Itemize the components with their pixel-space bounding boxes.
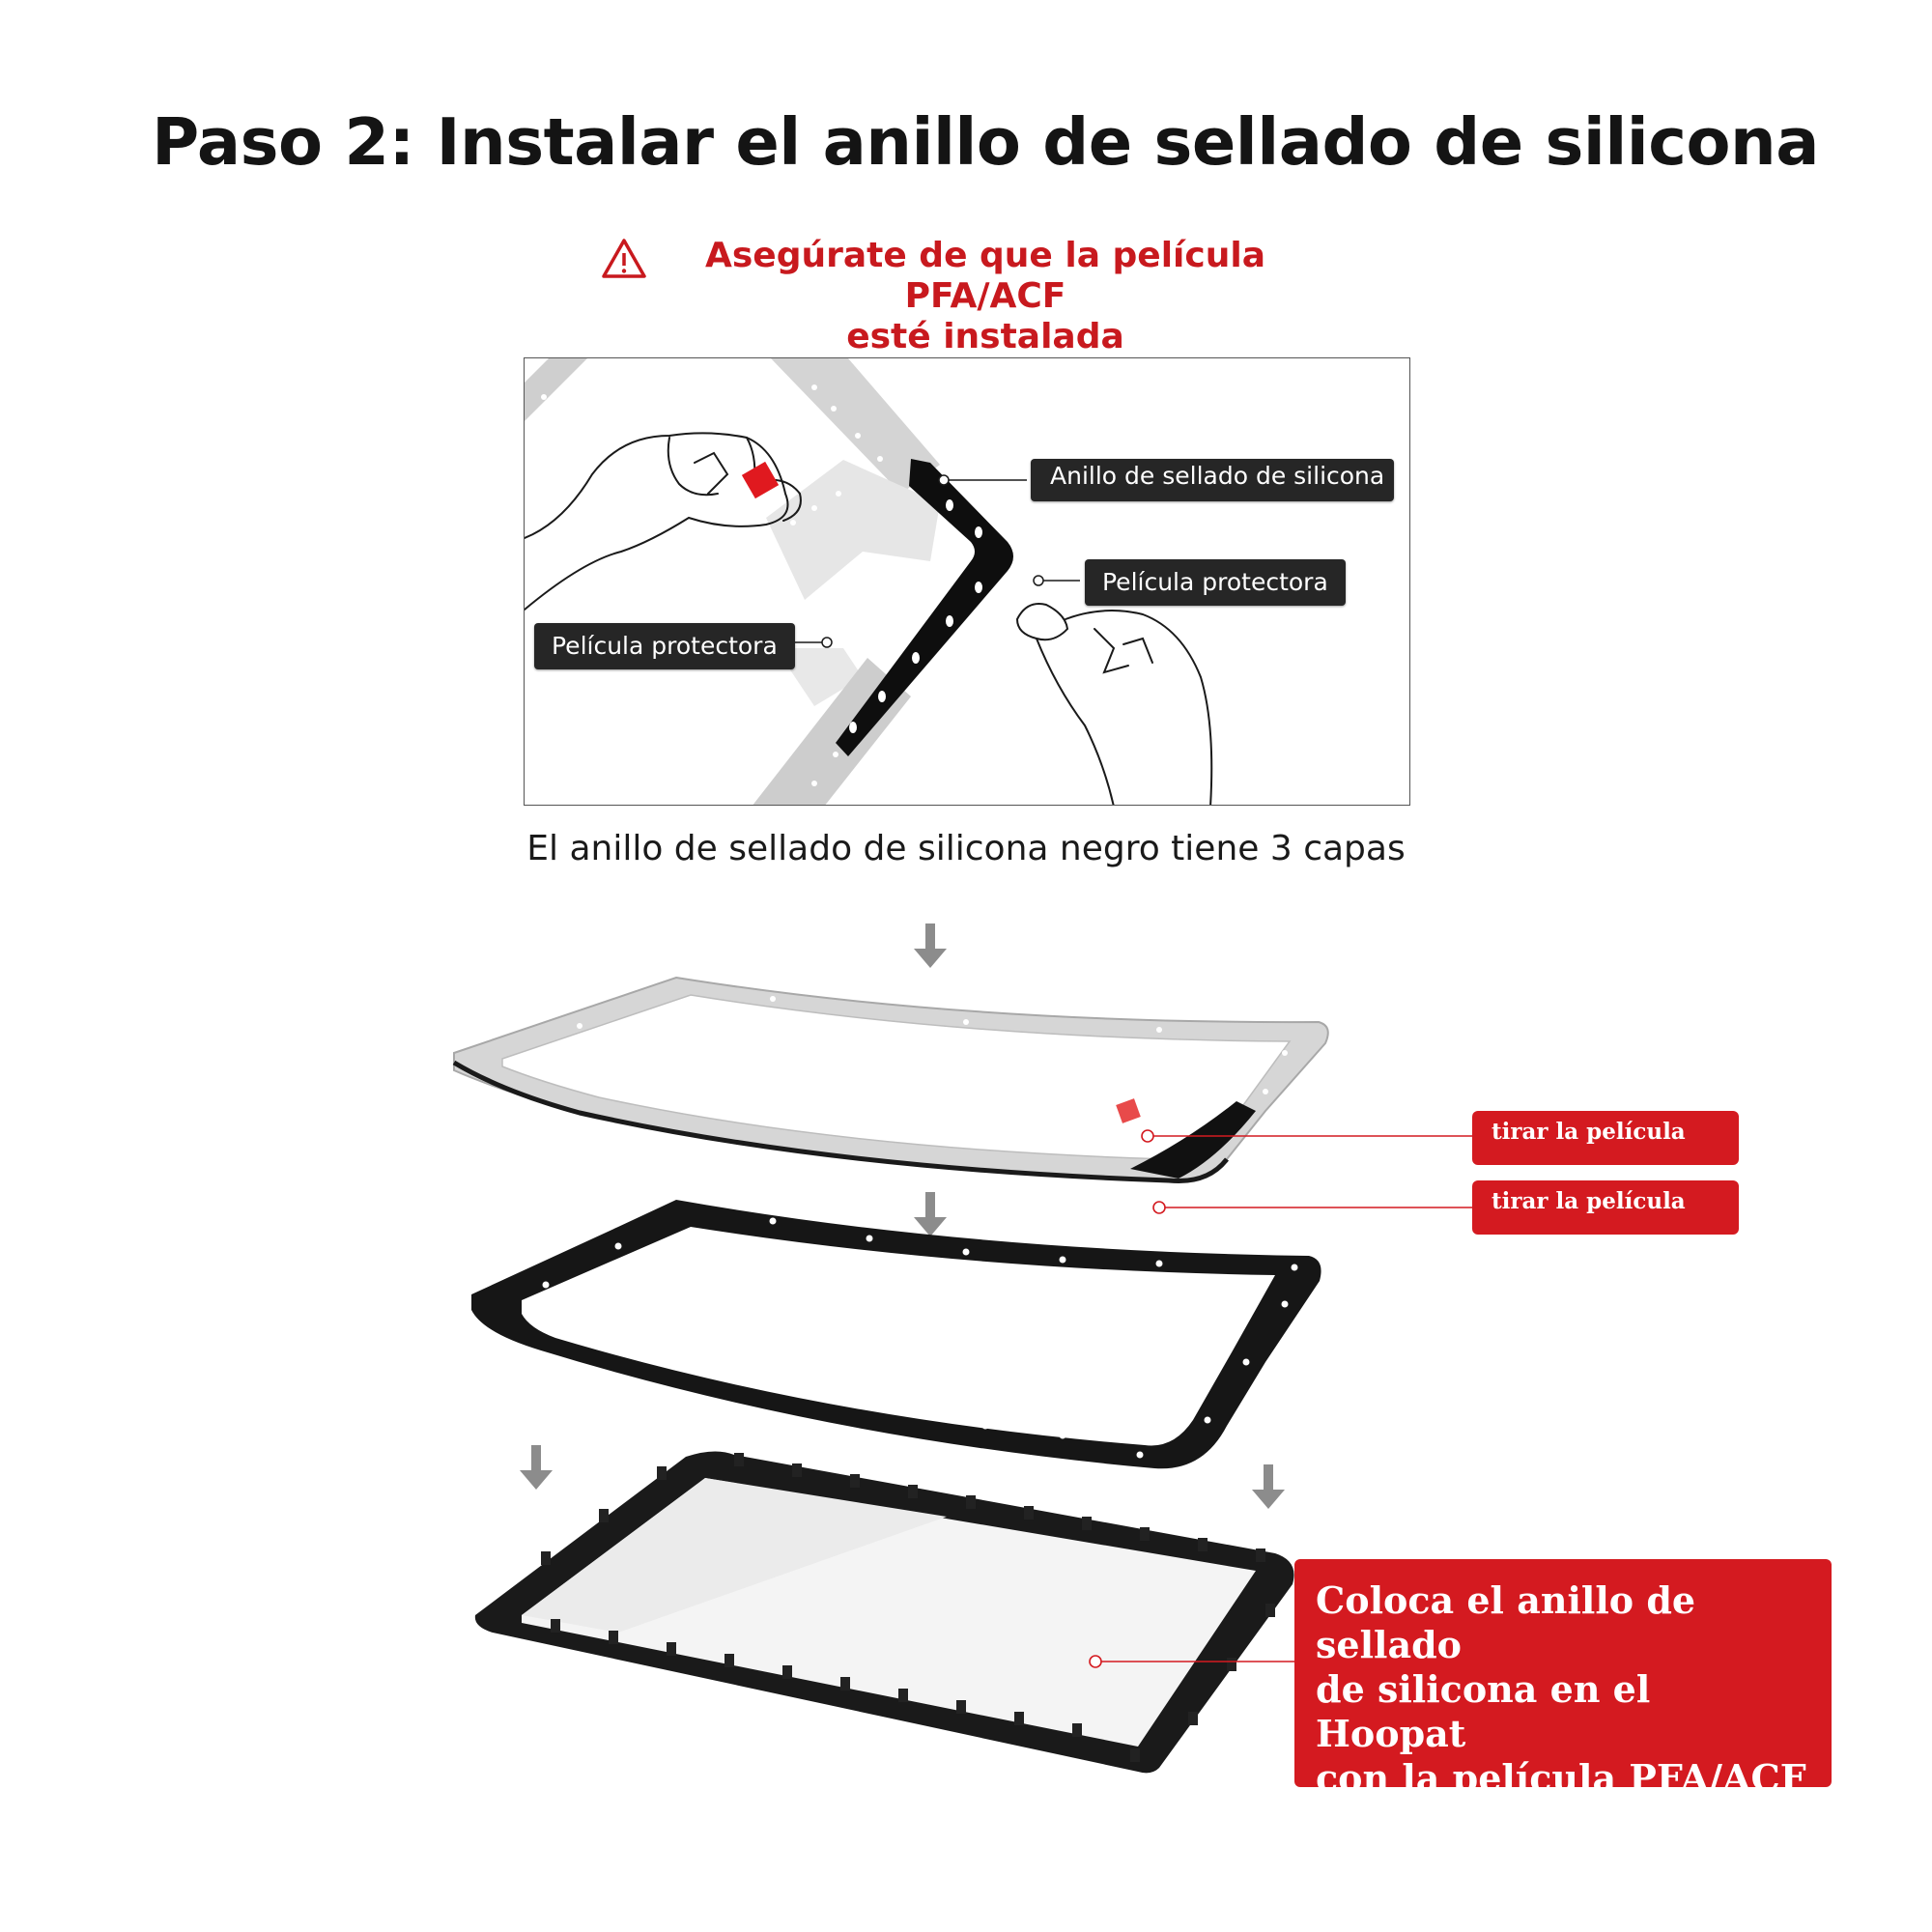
down-arrow-icon-2 — [914, 1192, 947, 1236]
pull-film-tag-2: tirar la película — [1472, 1180, 1739, 1235]
instruction-text: Coloca el anillo de sellado de silicona en el Hoopat con la película PFA/ACF preinstalada — [1316, 1578, 1806, 1844]
label-protective-film-left: Película protectora — [534, 623, 795, 669]
down-arrow-icon-4 — [1252, 1464, 1285, 1509]
layers-caption: El anillo de sellado de silicona negro tiene 3 capas — [526, 829, 1406, 868]
detail-illustration-panel — [524, 357, 1410, 806]
warning-notice — [580, 236, 1430, 356]
down-arrow-icon-1 — [914, 923, 947, 968]
layer-silicone-ring — [471, 1200, 1321, 1468]
layer-protective-film — [454, 978, 1328, 1181]
warning-line-2: esté instalada — [846, 317, 1124, 356]
warning-triangle-icon — [601, 236, 647, 282]
page-title: Paso 2: Instalar el anillo de sellado de silicona — [152, 104, 1819, 180]
pull-film-tag-1: tirar la película — [1472, 1111, 1739, 1165]
down-arrow-icon-3 — [520, 1445, 553, 1490]
label-protective-film-right: Película protectora — [1085, 559, 1346, 606]
layer-hoop-frame — [475, 1451, 1294, 1773]
left-hand-sketch — [525, 433, 801, 610]
pull-tab-red — [742, 462, 779, 498]
film-band-topleft — [525, 358, 587, 421]
warning-line-1: Asegúrate de que la película PFA/ACF — [704, 236, 1265, 316]
warning-text — [667, 236, 1304, 357]
instruction-callout — [1294, 1559, 1832, 1844]
right-hand-sketch — [1017, 604, 1211, 806]
label-silicone-ring: Anillo de sellado de silicona — [1031, 459, 1394, 501]
